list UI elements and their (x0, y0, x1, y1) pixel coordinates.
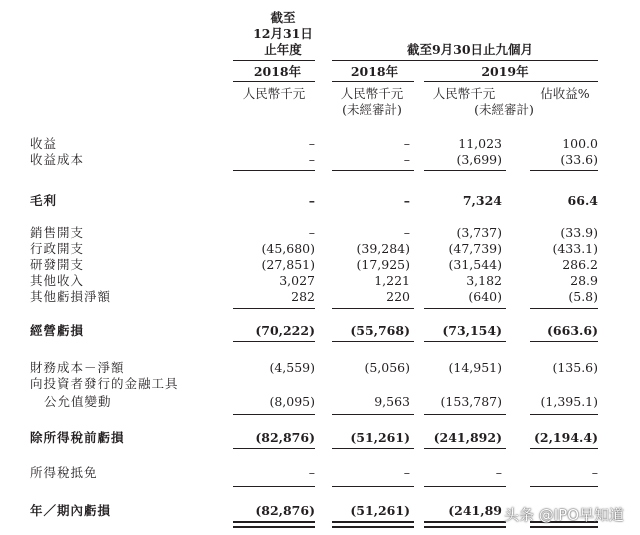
subtotal-rule (332, 170, 414, 171)
subtotal-rule (424, 170, 506, 171)
row-value-col2: – (403, 193, 410, 208)
row-value-col4: (2,194.4) (533, 430, 598, 445)
watermark: 头条 @IPO早知道 (503, 506, 624, 524)
year-col2: 2018年 (350, 64, 399, 79)
subtotal-rule (424, 486, 506, 487)
row-value-col3: (241,892) (433, 430, 502, 445)
unit-col1: 人民幣千元 (242, 86, 306, 101)
year-col3-4: 2019年 (481, 64, 529, 79)
row-value-col1: – (308, 152, 315, 167)
row-label: 年／期內虧損 (30, 503, 112, 518)
row-label: 毛利 (30, 193, 58, 208)
row-value-col2: – (403, 152, 410, 167)
subtotal-rule (332, 448, 414, 449)
row-value-col1: 282 (291, 289, 315, 304)
row-value-col3: 11,023 (458, 136, 502, 151)
row-value-col3: (3,737) (456, 225, 502, 240)
row-value-col1: (82,876) (255, 430, 315, 445)
row-label: 財務成本－淨額 (30, 360, 125, 375)
total-double-rule (424, 526, 506, 528)
row-label: 收益成本 (30, 152, 85, 167)
total-double-rule (424, 521, 506, 523)
row-value-col4: 286.2 (562, 257, 598, 272)
total-double-rule (332, 521, 414, 523)
subtotal-rule (530, 448, 598, 449)
row-value-col2: (17,925) (356, 257, 410, 272)
row-label: 其他收入 (30, 273, 85, 288)
subtotal-rule (233, 414, 315, 415)
row-label: 銷售開支 (30, 225, 85, 240)
row-value-col3: (241,89 (448, 503, 502, 518)
row-value-col2: 220 (386, 289, 410, 304)
subtotal-rule (233, 448, 315, 449)
row-label: 收益 (30, 136, 58, 151)
row-value-col3: – (495, 465, 502, 480)
year-rule-col34 (424, 81, 598, 82)
row-value-col3: (153,787) (440, 394, 502, 409)
unaudited-col34: (未經審計) (474, 102, 534, 117)
subtotal-rule (424, 341, 506, 342)
header-rule-group (332, 60, 598, 61)
row-value-col1: (4,559) (269, 360, 315, 375)
unaudited-col2: (未經審計) (342, 102, 402, 117)
subtotal-rule (530, 170, 598, 171)
row-value-col3: (14,951) (448, 360, 502, 375)
subtotal-rule (530, 486, 598, 487)
row-label: 所得稅抵免 (30, 465, 98, 480)
subtotal-rule (233, 308, 315, 309)
row-value-col1: – (308, 136, 315, 151)
row-value-col3: (31,544) (448, 257, 502, 272)
subtotal-rule (424, 414, 506, 415)
row-value-col2: – (403, 225, 410, 240)
group-header: 截至9月30日止九個月 (406, 42, 534, 57)
row-value-col4: (1,395.1) (540, 394, 598, 409)
row-value-col1: – (308, 225, 315, 240)
row-value-col1: (45,680) (261, 241, 315, 256)
total-double-rule (233, 521, 315, 523)
subtotal-rule (233, 170, 315, 171)
row-value-col4: (433.1) (552, 241, 598, 256)
col1-header-line1: 截至 (270, 10, 296, 25)
total-double-rule (530, 526, 598, 528)
subtotal-rule (233, 486, 315, 487)
subtotal-rule (530, 341, 598, 342)
subtotal-rule (332, 308, 414, 309)
subtotal-rule (332, 414, 414, 415)
row-value-col3: (73,154) (442, 323, 502, 338)
row-label: 經營虧損 (30, 323, 85, 338)
row-value-col2: (5,056) (364, 360, 410, 375)
subtotal-rule (233, 341, 315, 342)
row-label: 除所得稅前虧損 (30, 430, 125, 445)
row-value-col1: 3,027 (279, 273, 315, 288)
row-value-col2: – (403, 465, 410, 480)
year-col1: 2018年 (253, 64, 302, 79)
row-value-col3: 7,324 (462, 193, 502, 208)
subtotal-rule (424, 448, 506, 449)
row-value-col4: (135.6) (552, 360, 598, 375)
total-double-rule (332, 526, 414, 528)
subtotal-rule (530, 308, 598, 309)
row-value-col2: (39,284) (356, 241, 410, 256)
unit-col3: 人民幣千元 (432, 86, 496, 101)
row-value-col4: 28.9 (570, 273, 598, 288)
col1-header-line3: 止年度 (264, 42, 302, 57)
row-value-col1: – (308, 465, 315, 480)
row-value-col1: – (308, 193, 315, 208)
row-value-col4: (33.9) (560, 225, 598, 240)
row-value-col2: (55,768) (350, 323, 410, 338)
header-rule-col1 (233, 60, 315, 61)
subtotal-rule (332, 341, 414, 342)
row-value-col2: (51,261) (350, 503, 410, 518)
total-double-rule (233, 526, 315, 528)
row-value-col1: (82,876) (255, 503, 315, 518)
subtotal-rule (332, 486, 414, 487)
row-value-col4: 66.4 (567, 193, 598, 208)
row-value-col4: (33.6) (560, 152, 598, 167)
row-label: 行政開支 (30, 241, 85, 256)
row-value-col1: (8,095) (269, 394, 315, 409)
row-value-col4: (663.6) (547, 323, 598, 338)
row-value-col3: 3,182 (466, 273, 502, 288)
row-value-col1: (27,851) (261, 257, 315, 272)
row-value-col2: – (403, 136, 410, 151)
row-value-col2: 9,563 (374, 394, 410, 409)
unit-col4: 佔收益% (540, 86, 590, 101)
row-value-col4: 100.0 (562, 136, 598, 151)
subtotal-rule (424, 308, 506, 309)
row-value-col4: (5.8) (568, 289, 598, 304)
row-label: 向投資者發行的金融工具 (30, 376, 179, 391)
row-value-col3: (3,699) (456, 152, 502, 167)
row-value-col2: (51,261) (350, 430, 410, 445)
row-label: 其他虧損淨額 (30, 289, 112, 304)
row-value-col1: (70,222) (255, 323, 315, 338)
row-value-col3: (47,739) (448, 241, 502, 256)
row-label: 研發開支 (30, 257, 85, 272)
row-label: 公允值變動 (44, 394, 112, 409)
row-value-col4: – (591, 465, 598, 480)
row-value-col3: (640) (468, 289, 502, 304)
unit-col2: 人民幣千元 (340, 86, 404, 101)
col1-header-line2: 12月31日 (253, 26, 313, 41)
subtotal-rule (530, 414, 598, 415)
year-rule-col1 (233, 81, 315, 82)
row-value-col2: 1,221 (374, 273, 410, 288)
year-rule-col2 (332, 81, 414, 82)
